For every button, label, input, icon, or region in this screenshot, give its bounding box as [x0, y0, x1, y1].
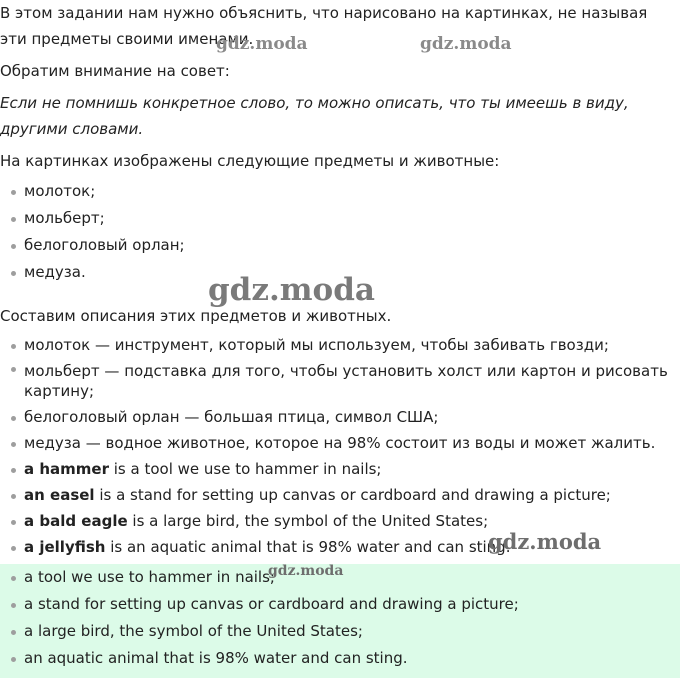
watermark: gdz.moda — [268, 563, 344, 579]
watermark: gdz.moda — [488, 529, 602, 554]
term-easel: an easel — [24, 486, 95, 504]
definition-bald-eagle: is a large bird, the symbol of the United States; — [127, 512, 489, 530]
list-item: an aquatic animal that is 98% water and can sting. — [0, 645, 680, 672]
descriptions-ru-list — [0, 332, 680, 456]
term-jellyfish: a jellyfish — [24, 538, 106, 556]
watermark: gdz.moda — [216, 34, 308, 54]
descriptions-heading: Составим описания этих предметов и животных. — [0, 307, 392, 325]
objects-lead: На картинках изображены следующие предметы и животные: — [0, 152, 500, 170]
list-item: a stand for setting up canvas or cardboard and drawing a picture; — [0, 591, 680, 618]
list-item: мольберт — подставка для того, чтобы установить холст или картон и рисовать картину; — [0, 358, 680, 404]
list-item — [0, 508, 680, 534]
list-item: медуза — водное животное, которое на 98% состоит из воды и может жалить. — [0, 430, 680, 456]
definition-easel: is a stand for setting up canvas or cardboard and drawing a picture; — [94, 486, 611, 504]
list-item: медуза. — [0, 259, 680, 285]
term-hammer: a hammer — [24, 460, 109, 478]
list-item: a tool we use to hammer in nails; — [0, 564, 680, 591]
list-item — [0, 456, 680, 482]
definition-hammer: is a tool we use to hammer in nails; — [108, 460, 382, 478]
list-item: мольберт; — [0, 205, 680, 231]
definition-jellyfish: is an aquatic animal that is 98% water and can sting. — [105, 538, 511, 556]
watermark: gdz.moda — [208, 272, 375, 308]
list-item: белоголовый орлан; — [0, 232, 680, 258]
list-item: молоток — инструмент, который мы используем, чтобы забивать гвозди; — [0, 332, 680, 358]
list-item — [0, 482, 680, 508]
objects-list — [0, 178, 680, 285]
answer-box — [0, 564, 680, 678]
answers-list — [0, 564, 680, 672]
term-bald-eagle: a bald eagle — [24, 512, 128, 530]
watermark: gdz.moda — [420, 34, 512, 54]
advice-lead: Обратим внимание на совет: — [0, 62, 230, 80]
list-item: молоток; — [0, 178, 680, 204]
descriptions-en-list — [0, 456, 680, 560]
list-item — [0, 534, 680, 560]
intro-paragraph: В этом задании нам нужно объяснить, что нарисовано на картинках, не называя эти предметы своими именами. — [0, 4, 648, 48]
list-item: белоголовый орлан — большая птица, символ США; — [0, 404, 680, 430]
advice-tip: Если не помнишь конкретное слово, то можно описать, что ты имеешь в виду, другими словами. — [0, 94, 629, 138]
list-item: a large bird, the symbol of the United States; — [0, 618, 680, 645]
